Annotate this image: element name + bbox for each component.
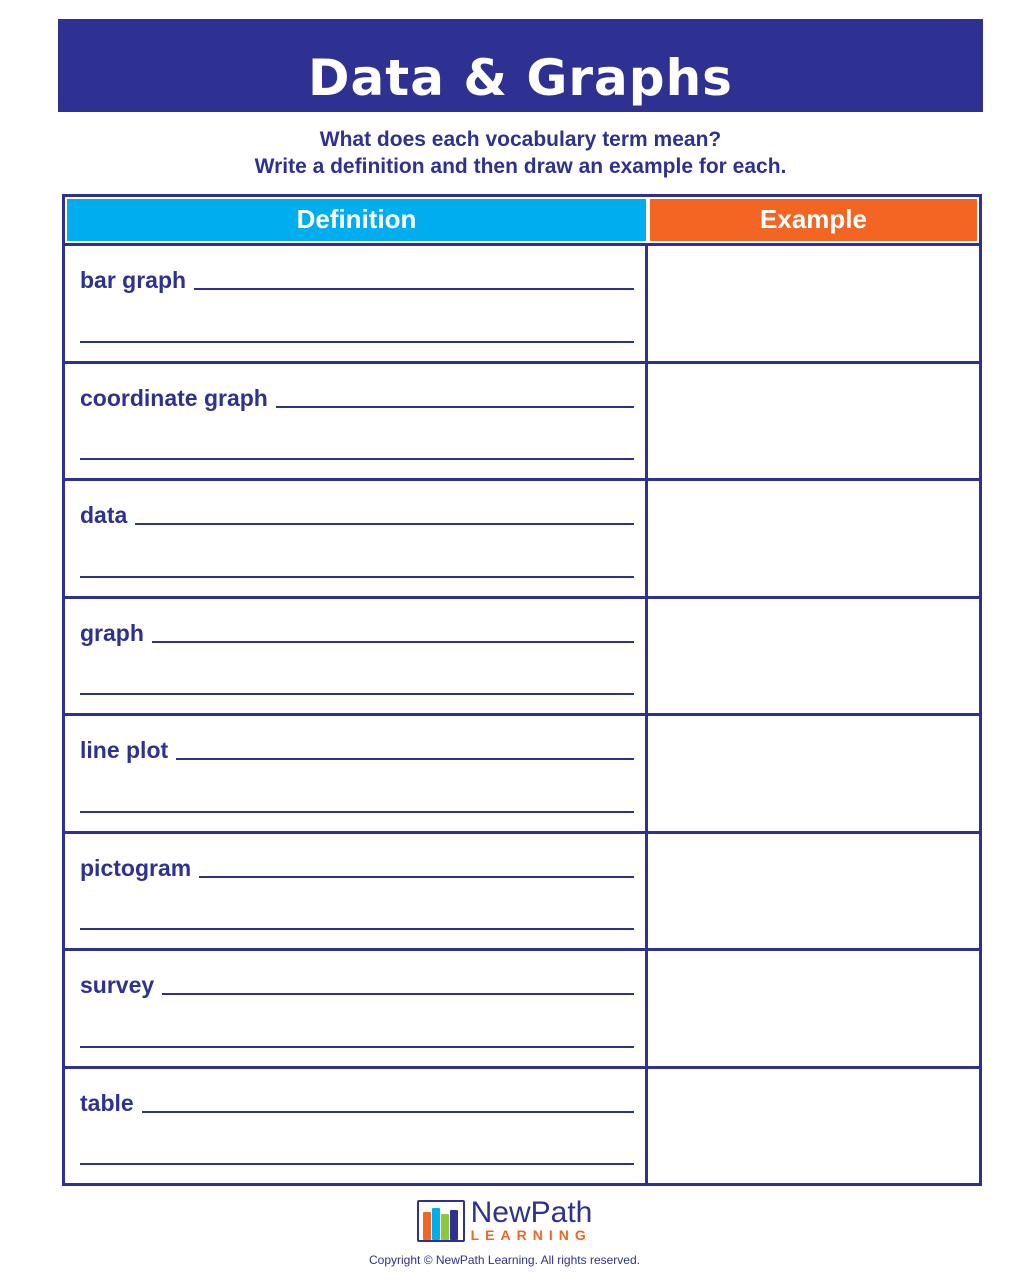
answer-line bbox=[80, 1163, 634, 1165]
example-cell bbox=[648, 948, 979, 1066]
vocabulary-term: graph bbox=[80, 619, 144, 646]
newpath-logo bbox=[417, 1198, 593, 1242]
answer-line bbox=[142, 1111, 634, 1113]
instructions-line-1: What does each vocabulary term mean? bbox=[319, 128, 722, 151]
instructions bbox=[58, 126, 983, 180]
instructions-line-2: Write a definition and then draw an example for each. bbox=[254, 155, 787, 178]
example-cell bbox=[648, 478, 979, 596]
answer-line bbox=[152, 641, 634, 643]
page-title: Data & Graphs bbox=[308, 49, 733, 107]
definition-cell bbox=[65, 1066, 648, 1184]
example-header: Example bbox=[648, 197, 979, 243]
example-cell bbox=[648, 713, 979, 831]
answer-line bbox=[176, 758, 634, 760]
definition-header: Definition bbox=[65, 197, 648, 243]
answer-line bbox=[199, 876, 634, 878]
vocabulary-term: pictogram bbox=[80, 854, 192, 881]
definition-cell bbox=[65, 243, 648, 361]
footer bbox=[0, 1198, 1009, 1267]
answer-line bbox=[80, 341, 634, 343]
answer-line bbox=[80, 1046, 634, 1048]
vocabulary-table bbox=[62, 194, 982, 1186]
logo-name: NewPath bbox=[470, 1196, 593, 1229]
books-icon bbox=[417, 1200, 463, 1240]
vocabulary-term: coordinate graph bbox=[80, 384, 268, 411]
vocabulary-term: table bbox=[80, 1089, 134, 1116]
answer-line bbox=[162, 993, 634, 995]
example-cell bbox=[648, 243, 979, 361]
vocabulary-term: bar graph bbox=[80, 267, 187, 293]
definition-cell bbox=[65, 713, 648, 831]
vocabulary-term: survey bbox=[80, 972, 155, 998]
example-cell bbox=[648, 831, 979, 949]
definition-cell bbox=[65, 361, 648, 479]
definition-cell bbox=[65, 596, 648, 714]
example-cell bbox=[648, 361, 979, 479]
example-cell bbox=[648, 1066, 979, 1184]
definition-cell bbox=[65, 478, 648, 596]
title-banner bbox=[58, 19, 983, 112]
answer-line bbox=[194, 288, 634, 290]
definition-cell bbox=[65, 831, 648, 949]
logo-subtitle: LEARNING bbox=[470, 1227, 592, 1243]
answer-line bbox=[80, 693, 634, 695]
vocabulary-term: data bbox=[80, 502, 128, 528]
answer-line bbox=[135, 523, 634, 525]
definition-cell bbox=[65, 948, 648, 1066]
example-cell bbox=[648, 596, 979, 714]
answer-line bbox=[80, 811, 634, 813]
answer-line bbox=[276, 406, 634, 408]
answer-line bbox=[80, 458, 634, 460]
copyright: Copyright © NewPath Learning. All rights reserved. bbox=[369, 1253, 640, 1267]
vocabulary-term: line plot bbox=[80, 737, 169, 763]
answer-line bbox=[80, 576, 634, 578]
answer-line bbox=[80, 928, 634, 930]
